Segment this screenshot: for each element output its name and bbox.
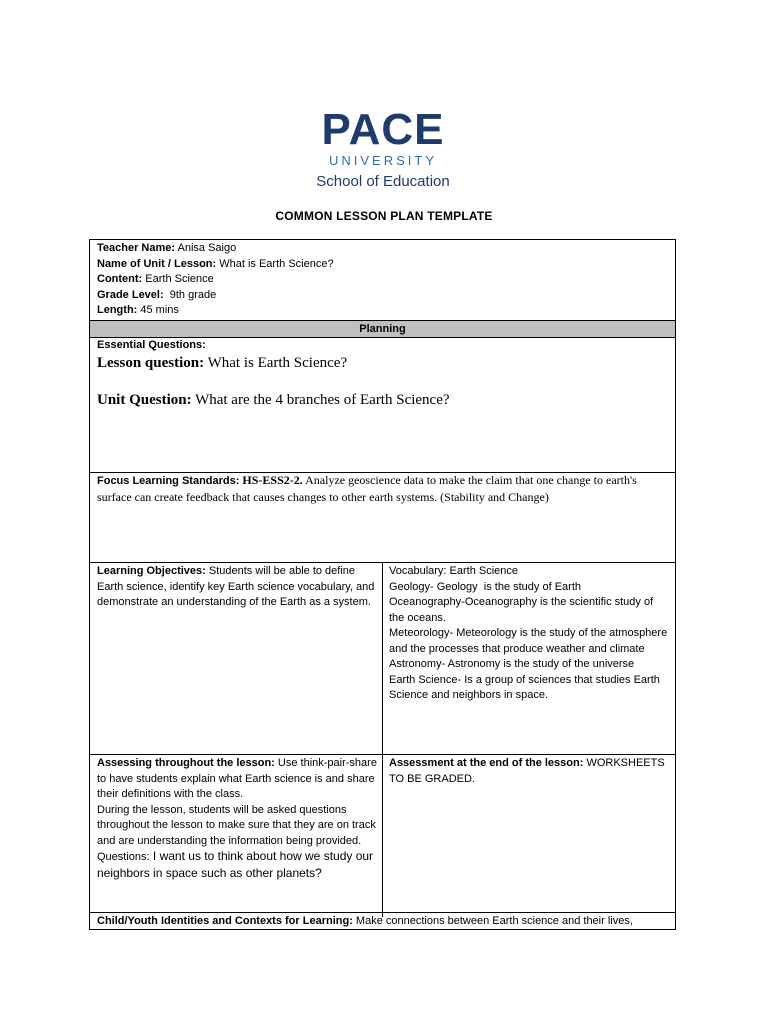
essential-questions xyxy=(97,338,667,410)
teacher-value: Anisa Saigo xyxy=(175,242,237,254)
grade-value: 9th grade xyxy=(163,288,217,301)
identities-value: Make connections between Earth science and their lives, xyxy=(352,915,633,927)
assessing-text: Use think-pair-share to have students explain what Earth science is and share their definitions with the class. xyxy=(97,757,377,800)
unit-label: Name of Unit / Lesson: xyxy=(97,257,217,270)
vocab-line: Astronomy- Astronomy is the study of the universe xyxy=(389,658,635,670)
grade-row xyxy=(97,288,667,304)
identities-label: Child/Youth Identities and Contexts for Learning: xyxy=(97,915,353,927)
assessment-end-label: Assessment at the end of the lesson: xyxy=(389,757,584,769)
logo-school: School of Education xyxy=(316,173,450,190)
assessing-throughout xyxy=(97,756,377,882)
grade-label: Grade Level: xyxy=(97,288,164,301)
focus-code: HS-ESS2-2. xyxy=(239,473,303,487)
focus-label: Focus Learning Standards: xyxy=(97,475,240,487)
learning-objectives xyxy=(97,564,375,611)
unit-row xyxy=(97,257,667,273)
length-row xyxy=(97,303,667,319)
length-value: 45 mins xyxy=(137,304,179,316)
lesson-question-label: Lesson question: xyxy=(97,354,205,371)
planning-header: Planning xyxy=(90,321,675,337)
vocab-line: Geology- Geology is the study of Earth xyxy=(389,580,581,593)
logo-university: UNIVERSITY xyxy=(328,153,437,168)
essential-label: Essential Questions: xyxy=(97,339,206,351)
assessing-text-2: During the lesson, students will be asked questions throughout the lesson to make sure that they are on track and are understanding the information being provided. xyxy=(97,803,376,847)
questions-label: Questions: xyxy=(97,851,150,863)
pace-logo xyxy=(272,100,494,200)
length-label: Length: xyxy=(97,304,138,316)
focus-standards xyxy=(97,473,669,505)
vocab-line: Vocabulary: Earth Science xyxy=(389,565,519,577)
questions-value: I want us to think about how we study our neighbors in space such as other planets? xyxy=(97,849,374,880)
objectives-text: Students will be able to define Earth science, identify key Earth science vocabulary, and demonstrate an understanding of the Earth as a system. xyxy=(97,565,375,608)
content-row xyxy=(97,272,667,288)
header-info xyxy=(97,241,667,319)
teacher-label: Teacher Name: xyxy=(97,242,176,254)
vocab-line: Oceanography-Oceanography is the scientific study of the oceans. xyxy=(389,596,654,624)
lesson-plan-table xyxy=(89,239,676,930)
content-label: Content: xyxy=(97,273,143,285)
assessment-end-value: WORKSHEETS TO BE GRADED. xyxy=(389,757,665,785)
objectives-label: Learning Objectives: xyxy=(97,565,206,577)
teacher-row xyxy=(97,241,667,257)
focus-text: Analyze geoscience data to make the claim that one change to earth's surface can create feedback that causes changes to other earth systems. (Stability and Change) xyxy=(97,473,637,504)
assessing-label: Assessing throughout the lesson: xyxy=(97,757,275,769)
unit-question-value: What are the 4 branches of Earth Science? xyxy=(191,391,450,408)
vocab-line: Meteorology- Meteorology is the study of the atmosphere and the processes that produce weather and climate xyxy=(389,627,668,655)
vocabulary xyxy=(389,564,671,704)
identities-contexts xyxy=(97,914,672,930)
lesson-question xyxy=(97,354,667,373)
logo-pace: PACE xyxy=(321,105,445,154)
vocab-line: Earth Science- Is a group of sciences that studies Earth Science and neighbors in space. xyxy=(389,673,660,701)
unit-question-label: Unit Question: xyxy=(97,391,192,408)
unit-question xyxy=(97,391,667,410)
content-value: Earth Science xyxy=(142,273,214,285)
assessment-end xyxy=(389,756,669,787)
unit-value: What is Earth Science? xyxy=(216,257,334,270)
page-title: COMMON LESSON PLAN TEMPLATE xyxy=(275,209,493,223)
lesson-question-value: What is Earth Science? xyxy=(204,354,348,371)
